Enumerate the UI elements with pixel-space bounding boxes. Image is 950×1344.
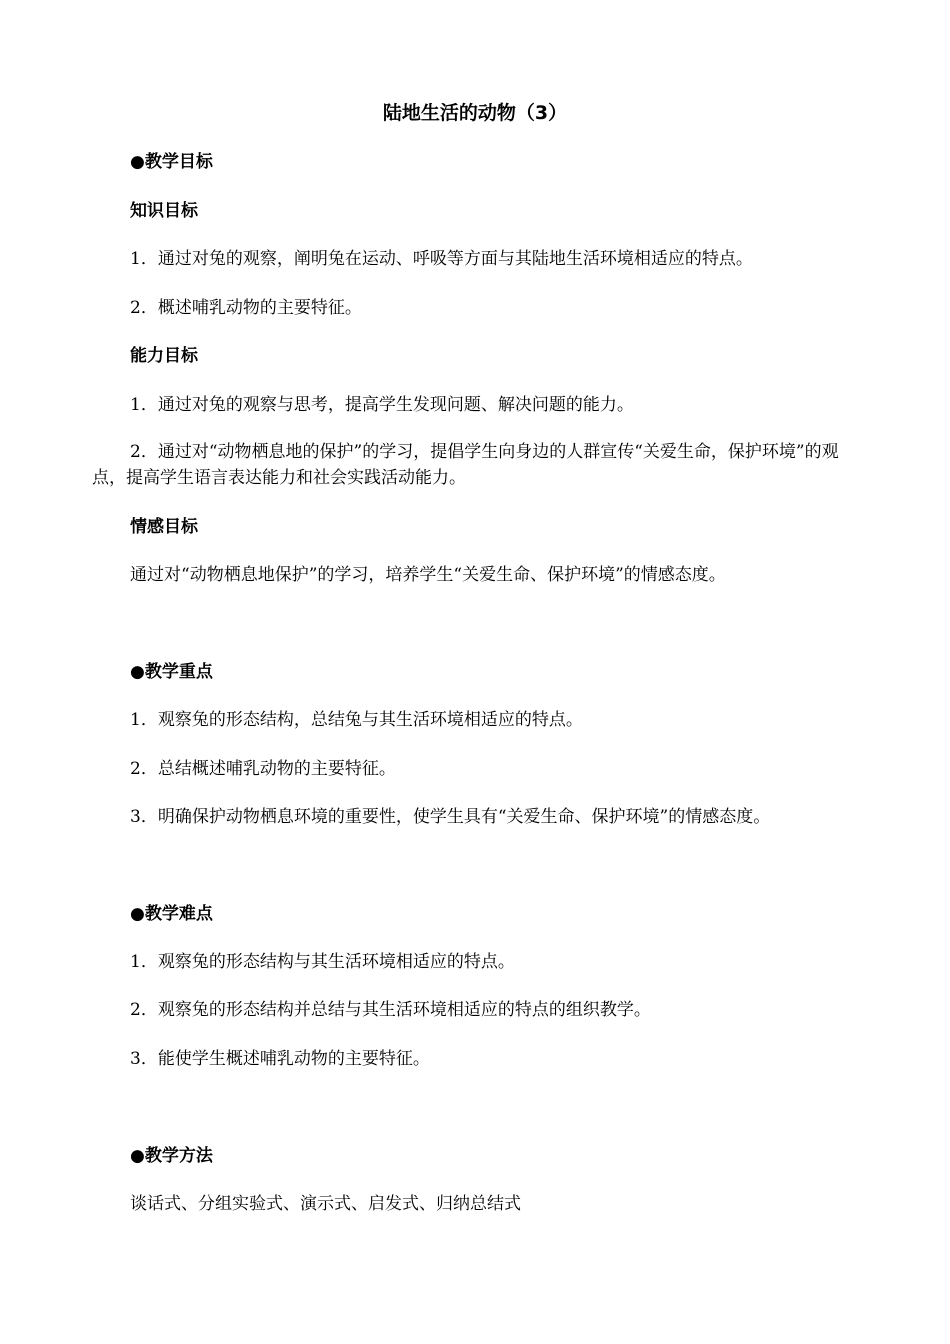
difficulty-item: 3．能使学生概述哺乳动物的主要特征。 bbox=[130, 1049, 430, 1069]
knowledge-item: 1．通过对兔的观察，阐明兔在运动、呼吸等方面与其陆地生活环境相适应的特点。 bbox=[130, 249, 753, 269]
section-heading-difficulties: ●教学难点 bbox=[130, 904, 213, 924]
section-heading-methods: ●教学方法 bbox=[130, 1146, 213, 1166]
knowledge-item: 2．概述哺乳动物的主要特征。 bbox=[130, 298, 362, 318]
subheading-knowledge: 知识目标 bbox=[130, 201, 198, 221]
subheading-emotion: 情感目标 bbox=[130, 517, 198, 537]
methods-text: 谈话式、分组实验式、演示式、启发式、归纳总结式 bbox=[130, 1194, 521, 1214]
difficulty-item: 1．观察兔的形态结构与其生活环境相适应的特点。 bbox=[130, 952, 515, 972]
key-point-item: 3．明确保护动物栖息环境的重要性，使学生具有“关爱生命、保护环境”的情感态度。 bbox=[130, 807, 771, 827]
difficulty-item: 2．观察兔的形态结构并总结与其生活环境相适应的特点的组织教学。 bbox=[130, 1000, 651, 1020]
ability-item: 1．通过对兔的观察与思考，提高学生发现问题、解决问题的能力。 bbox=[130, 395, 634, 415]
key-point-item: 2．总结概述哺乳动物的主要特征。 bbox=[130, 759, 396, 779]
document-title: 陆地生活的动物（3） bbox=[382, 102, 568, 124]
ability-item: 2．通过对“动物栖息地的保护”的学习，提倡学生向身边的人群宣传“关爱生命，保护环境”的观点，提高学生语言表达能力和社会实践活动能力。 bbox=[92, 442, 839, 488]
key-point-item: 1．观察兔的形态结构，总结兔与其生活环境相适应的特点。 bbox=[130, 710, 583, 730]
section-heading-key-points: ●教学重点 bbox=[130, 662, 213, 682]
section-heading-objectives: ●教学目标 bbox=[130, 152, 213, 172]
subheading-ability: 能力目标 bbox=[130, 346, 198, 366]
emotion-item: 通过对“动物栖息地保护”的学习，培养学生“关爱生命、保护环境”的情感态度。 bbox=[130, 565, 726, 585]
